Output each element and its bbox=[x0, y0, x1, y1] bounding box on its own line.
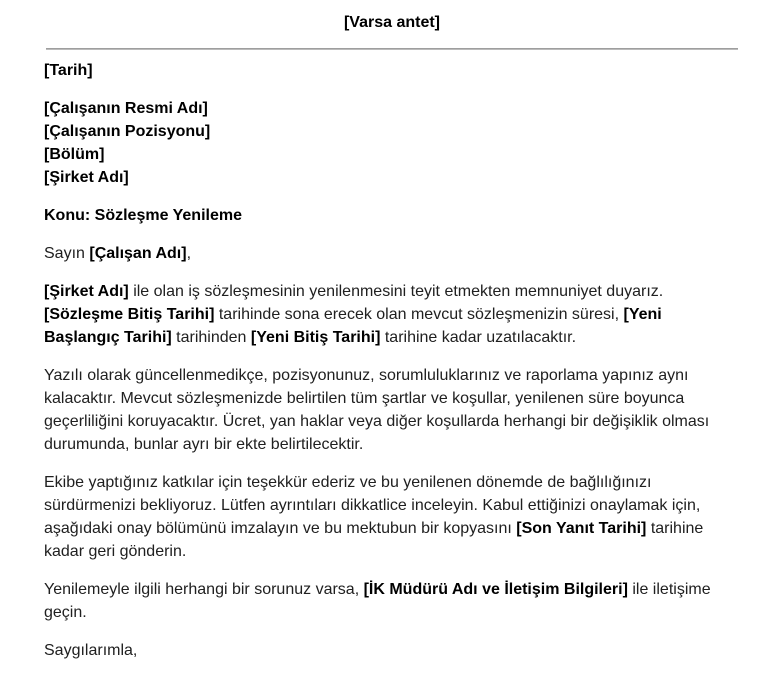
subject-line: Konu: Sözleşme Yenileme bbox=[44, 207, 242, 224]
closing-line: Saygılarımla, bbox=[44, 642, 138, 659]
body-paragraph-terms-unchanged: Yazılı olarak güncellenmedikçe, pozisyonunuz, sorumluluklarınız ve raporlama yapınız aynı kalacaktır. Mevcut sözleşmenizde belirtilen tüm şartlar ve koşullar, yenilenen süre boyunca geçerliliğini koruyacaktır. Ücret, yan haklar veya diğer koşullarda herhangi bir değişiklik olması durumunda, bunlar ayrı bir ekte belirtilecektir. bbox=[44, 367, 710, 453]
body-paragraph-contact-info: Yenilemeyle ilgili herhangi bir sorunuz varsa, [İK Müdürü Adı ve İletişim Bilgileri] ile iletişime geçin. bbox=[44, 581, 711, 621]
body-paragraph-renewal-confirmation: [Şirket Adı] ile olan iş sözleşmesinin yenilenmesini teyit etmekten memnuniyet duyarız. [Sözleşme Bitiş Tarihi] tarihinde sona erecek olan mevcut sözleşmenizin süresi, [Yeni Başlangıç Tarihi] tarihinden [Yeni Bitiş Tarihi] tarihine kadar uzatılacaktır. bbox=[44, 283, 664, 346]
recipient-block bbox=[44, 97, 740, 189]
date-line: [Tarih] bbox=[44, 62, 93, 79]
header-divider bbox=[46, 48, 738, 50]
recipient-position: [Çalışanın Pozisyonu] bbox=[44, 123, 211, 140]
body-paragraph-acknowledgement-request: Ekibe yaptığınız katkılar için teşekkür ederiz ve bu yenilenen dönemde de bağlılığınızı sürdürmenizi bekliyoruz. Lütfen ayrıntıları dikkatlice inceleyin. Kabul ettiğinizi onaylamak için, aşağıdaki onay bölümünü imzalayın ve bu mektubun bir kopyasını [Son Yanıt Tarihi] tarihine kadar geri gönderin. bbox=[44, 474, 704, 560]
recipient-department: [Bölüm] bbox=[44, 146, 105, 163]
letterhead-placeholder: [Varsa antet] bbox=[343, 14, 441, 31]
recipient-company: [Şirket Adı] bbox=[44, 169, 129, 186]
salutation: Sayın [Çalışan Adı], bbox=[44, 245, 192, 262]
recipient-name: [Çalışanın Resmi Adı] bbox=[44, 100, 208, 117]
